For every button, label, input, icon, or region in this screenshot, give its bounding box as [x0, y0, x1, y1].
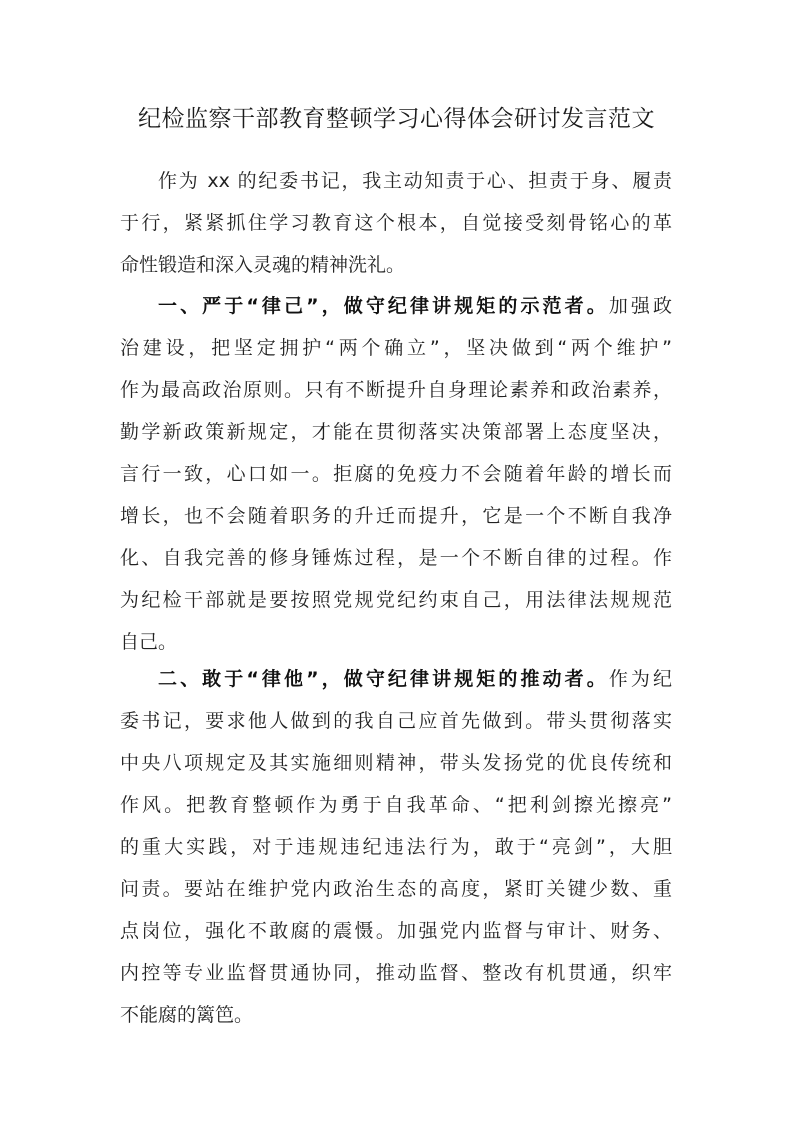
paragraph-1-line-1: 作为 xx 的纪委书记，我主动知责于心、担责于身、履责 [158, 170, 672, 192]
paragraph-3-line-6: 问责。要站在维护党内政治生态的高度，紧盯关键少数、重 [120, 878, 672, 900]
document-title: 纪检监察干部教育整顿学习心得体会研讨发言范文 [138, 106, 655, 132]
paragraph-3-line-5: 的重大实践，对于违规违纪违法行为，敢于“亮剑”，大胆 [120, 836, 672, 858]
paragraph-2-line-2: 治建设，把坚定拥护“两个确立”，坚决做到“两个维护” [120, 337, 672, 359]
paragraph-1-line-2: 于行，紧紧抓住学习教育这个根本，自觉接受刻骨铭心的革 [120, 212, 672, 234]
paragraph-1-line-3: 命性锻造和深入灵魂的精神洗礼。 [120, 254, 406, 276]
paragraph-2-line-1-text: 加强政 [608, 295, 672, 317]
paragraph-2-line-1 [158, 293, 672, 319]
section-heading-1: 一、严于“律己”，做守纪律讲规矩的示范者。 [158, 295, 609, 317]
paragraph-3-line-2: 委书记，要求他人做到的我自己应首先做到。带头贯彻落实 [120, 710, 672, 732]
paragraph-3-line-3: 中央八项规定及其实施细则精神，带头发扬党的优良传统和 [120, 752, 672, 774]
paragraph-3-line-1-text: 作为纪 [608, 668, 672, 690]
paragraph-2-line-4: 勤学新政策新规定，才能在贯彻落实决策部署上态度坚决， [120, 421, 672, 443]
paragraph-2-line-9: 自己。 [120, 631, 178, 653]
paragraph-2-line-6: 增长，也不会随着职务的升迁而提升，它是一个不断自我净 [120, 505, 672, 527]
paragraph-2-line-8: 为纪检干部就是要按照党规党纪约束自己，用法律法规规范 [120, 589, 672, 611]
paragraph-3-line-4: 作风。把教育整顿作为勇于自我革命、“把利剑擦光擦亮” [120, 794, 672, 816]
section-heading-2: 二、敢于“律他”，做守纪律讲规矩的推动者。 [158, 668, 609, 690]
paragraph-2-line-7: 化、自我完善的修身锤炼过程，是一个不断自律的过程。作 [120, 547, 672, 569]
paragraph-3-line-8: 内控等专业监督贯通协同，推动监督、整改有机贯通，织牢 [120, 962, 672, 984]
paragraph-3-line-1 [158, 666, 672, 692]
paragraph-3-line-7: 点岗位，强化不敢腐的震慑。加强党内监督与审计、财务、 [120, 920, 672, 942]
paragraph-2-line-5: 言行一致，心口如一。拒腐的免疫力不会随着年龄的增长而 [120, 463, 672, 485]
paragraph-3-line-9: 不能腐的篱笆。 [120, 1004, 254, 1026]
paragraph-2-line-3: 作为最高政治原则。只有不断提升自身理论素养和政治素养， [120, 379, 672, 401]
